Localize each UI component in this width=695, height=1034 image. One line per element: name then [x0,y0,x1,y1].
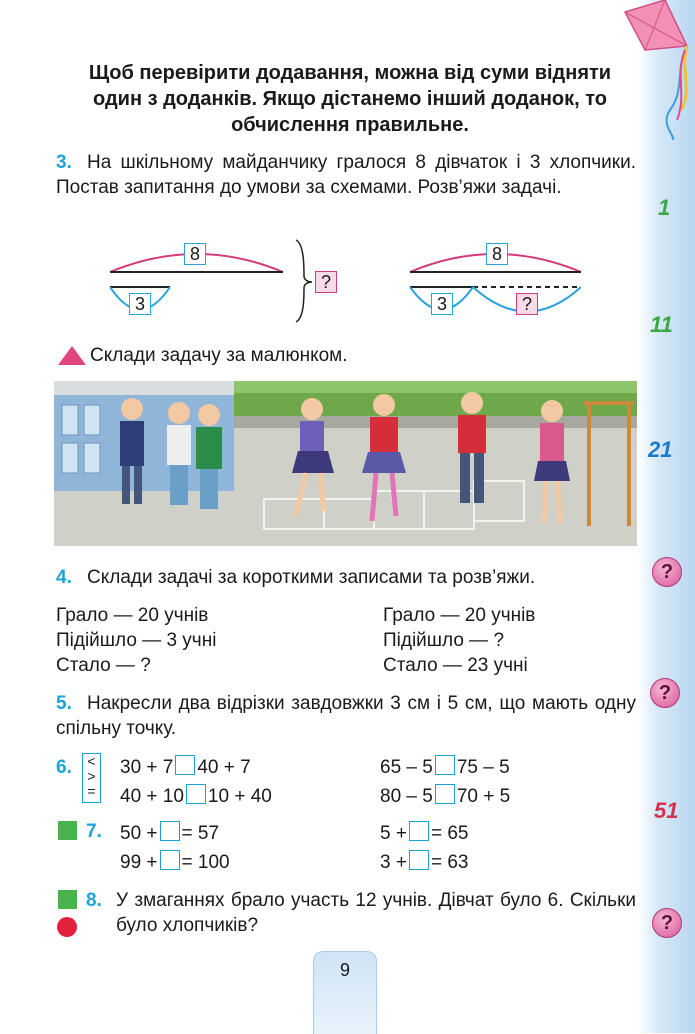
scheme-1-part: 3 [129,293,151,315]
scheme-2-part: 3 [431,293,453,315]
task6-row [120,784,272,808]
task3-number: 3. [56,152,72,173]
scheme-2-question: ? [516,293,538,315]
ruler-number-51: 51 [654,798,679,823]
task8-number: 8. [86,890,102,911]
ruler-number-1: 1 [658,195,671,220]
expr: 3 + [380,852,407,873]
answer-box[interactable] [409,821,429,841]
task8-text: У змаганнях брало участь 12 учнів. Дівчат було 6. Скільки було хлопчиків? [116,890,636,936]
question-bubble-icon: ? [652,557,682,587]
task7-row [380,850,468,874]
question-bubble-icon: ? [650,678,680,708]
page-number-tab [313,951,377,1034]
ruler-number-11: 11 [650,312,673,337]
record-line: Стало — ? [56,655,151,676]
triangle-icon [58,346,86,366]
expr: = 65 [430,823,469,844]
task3-text: На шкільному майданчику гралося 8 дівчаток і 3 хлопчики. Постав запитання до умови за схемами. Розв’яжи задачі. [56,152,636,198]
ruler-number-21: 21 [648,437,673,462]
task5-text: Накресли два відрізки завдовжки 3 см і 5 см, що мають одну спільну точку. [56,693,636,739]
task7-number: 7. [86,821,102,842]
expr: 40 + 7 [197,757,251,778]
expr: 40 + 10 [120,786,184,807]
record-line: Підійшло — 3 учні [56,630,217,651]
page-number: 9 [339,960,350,980]
task4-number: 4. [56,567,72,588]
green-square-icon [58,890,77,909]
task7-row [120,850,230,874]
task6-row [380,784,510,808]
answer-box[interactable] [160,821,180,841]
scheme-1-whole: 8 [184,243,206,265]
expr: = 57 [181,823,220,844]
answer-box[interactable] [409,850,429,870]
task6-number: 6. [56,757,72,778]
red-circle-icon [57,917,77,937]
playground-illustration [54,381,637,546]
question-bubble-icon: ? [652,908,682,938]
expr: 65 – 5 [380,757,433,778]
expr: 10 + 40 [207,786,272,807]
scheme-2-whole: 8 [486,243,508,265]
answer-box[interactable] [175,755,195,775]
task6-row [120,755,251,779]
answer-box[interactable] [435,784,455,804]
expr: = 100 [181,852,230,873]
answer-box[interactable] [160,850,180,870]
expr: 80 – 5 [380,786,433,807]
record-line: Грало — 20 учнів [56,605,209,626]
kite-icon [615,0,695,140]
expr: = 63 [430,852,469,873]
expr: 70 + 5 [456,786,511,807]
expr: 75 – 5 [456,757,510,778]
record-line: Стало — 23 учні [383,655,528,676]
task7-row [120,821,219,845]
answer-box[interactable] [186,784,206,804]
task5-number: 5. [56,693,72,714]
record-line: Грало — 20 учнів [383,605,536,626]
task7-row [380,821,468,845]
expr: 5 + [380,823,407,844]
scheme-1-question: ? [315,271,337,293]
task4-text: Склади задачі за короткими записами та розв’яжи. [87,567,536,588]
triangle-task-text: Склади задачу за малюнком. [90,345,348,366]
task4-left-record [56,603,216,678]
green-square-icon [58,821,77,840]
comparison-signs-box: < > = [82,753,101,803]
side-ruler [638,0,695,1033]
record-line: Підійшло — ? [383,630,505,651]
task4-right-record [383,603,535,678]
answer-box[interactable] [435,755,455,775]
expr: 30 + 7 [120,757,174,778]
task6-row [380,755,510,779]
expr: 99 + [120,852,158,873]
expr: 50 + [120,823,158,844]
rule-box: Щоб перевірити додавання, можна від суми відняти один з доданків. Якщо дістанемо інший доданок, то обчислення правильне. [88,62,612,136]
